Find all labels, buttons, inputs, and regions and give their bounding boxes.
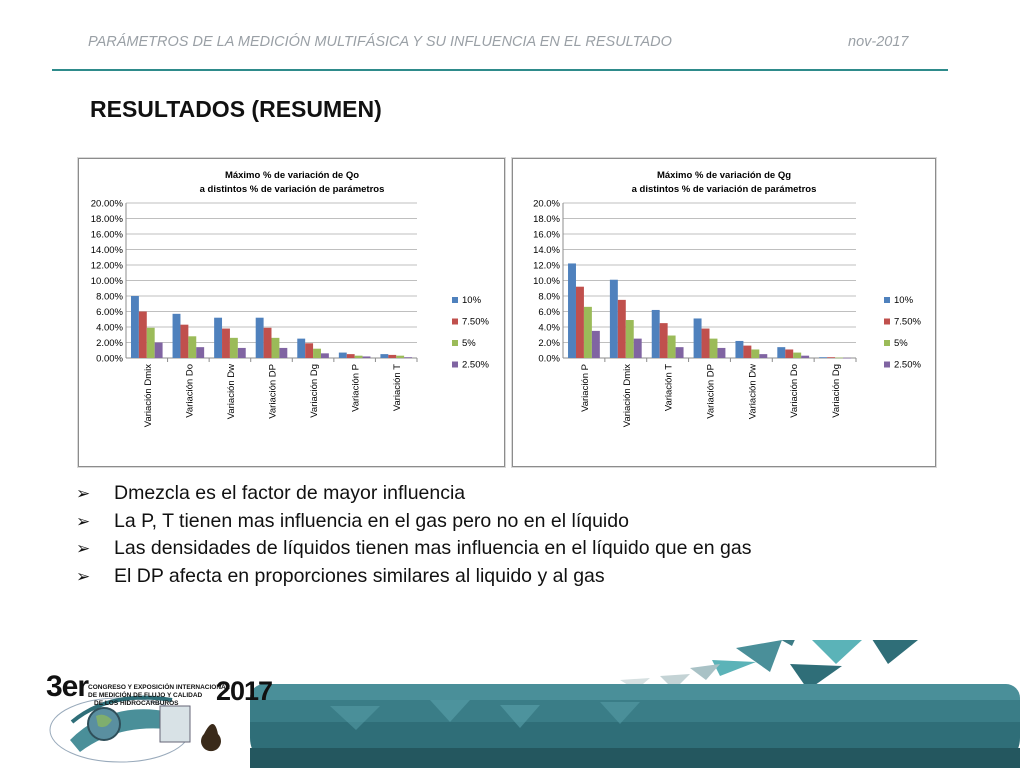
bar <box>230 338 238 358</box>
bar <box>793 353 801 358</box>
chart-qo <box>78 158 505 467</box>
arrow-bullet-icon: ➢ <box>76 511 91 531</box>
y-tick-label: 6.00% <box>96 307 123 318</box>
bar <box>626 320 634 358</box>
bar <box>222 329 230 358</box>
header-divider <box>52 69 948 71</box>
chart-title: Máximo % de variación de Qg <box>656 170 792 181</box>
legend-label: 5% <box>894 338 908 349</box>
bar <box>660 323 668 358</box>
bar <box>785 349 793 358</box>
bar <box>272 338 280 358</box>
bar <box>339 353 347 358</box>
bar <box>576 287 584 358</box>
bar <box>777 347 785 358</box>
bullet-item <box>76 508 751 536</box>
bar <box>131 296 139 358</box>
bar <box>188 336 196 358</box>
y-tick-label: 8.00% <box>96 291 123 303</box>
arrow-bullet-icon: ➢ <box>76 484 91 503</box>
y-tick-label: 16.00% <box>90 229 123 241</box>
y-tick-label: 8.0% <box>538 291 560 303</box>
logo-line1: CONGRESO Y EXPOSICIÓN INTERNACIONAL <box>88 684 230 691</box>
arrow-bullet-icon: ➢ <box>76 566 91 586</box>
x-category-label: Variación Dg <box>309 364 321 418</box>
y-tick-label: 0.0% <box>538 353 560 365</box>
bar <box>652 310 660 358</box>
y-tick-label: 14.0% <box>533 245 560 256</box>
y-tick-label: 18.00% <box>90 214 123 225</box>
y-tick-label: 0.00% <box>96 353 123 365</box>
chart-subtitle: a distintos % de variación de parámetros <box>631 184 817 195</box>
bar <box>147 328 155 358</box>
bar <box>827 357 835 358</box>
bar <box>305 343 313 358</box>
legend-label: 7.50% <box>894 316 921 328</box>
bar <box>196 347 204 358</box>
bullet-text: El DP afecta en proporciones similares al liquido y al gas <box>114 564 605 587</box>
y-tick-label: 2.00% <box>96 338 123 349</box>
legend-swatch <box>452 297 458 303</box>
bullet-text: Dmezcla es el factor de mayor influencia <box>114 482 466 504</box>
bar <box>279 348 287 358</box>
bar <box>751 349 759 358</box>
legend-swatch <box>884 362 890 368</box>
legend-swatch <box>884 340 890 346</box>
bar <box>388 355 396 358</box>
bar <box>618 300 626 358</box>
legend-label: 7.50% <box>462 316 489 328</box>
bar <box>801 356 809 358</box>
x-category-label: Variación Dmix <box>621 364 633 428</box>
bar <box>256 318 264 358</box>
bullet-list <box>76 480 751 590</box>
bar <box>321 353 329 358</box>
y-tick-label: 18.0% <box>533 214 560 225</box>
legend-label: 10% <box>462 295 482 306</box>
bar <box>173 314 181 358</box>
bar <box>592 331 600 358</box>
bar <box>396 356 404 358</box>
y-tick-label: 4.0% <box>538 322 560 334</box>
legend-swatch <box>452 340 458 346</box>
bullet-text: La P, T tienen mas influencia en el gas pero no en el líquido <box>114 509 629 532</box>
bar <box>610 280 618 358</box>
arrow-bullet-icon: ➢ <box>76 539 91 558</box>
logo-line2: DE MEDICIÓN DE FLUJO Y CALIDAD <box>88 692 203 699</box>
y-tick-label: 10.0% <box>533 276 560 287</box>
bar <box>759 354 767 358</box>
chart-qg <box>512 158 936 467</box>
chart-title: Máximo % de variación de Qo <box>224 170 360 181</box>
bar <box>743 346 751 358</box>
chart-qg-svg <box>513 159 935 466</box>
x-category-label: Variación Dw <box>747 364 759 420</box>
header-date: nov-2017 <box>848 34 909 50</box>
logo-year: 2017 <box>216 676 273 706</box>
legend-swatch <box>884 319 890 325</box>
y-tick-label: 12.00% <box>90 260 123 272</box>
x-category-label: Variación P <box>579 364 591 412</box>
slide-title: RESULTADOS (RESUMEN) <box>90 96 382 122</box>
bar <box>710 339 718 358</box>
bar <box>363 356 371 358</box>
bar <box>819 357 827 358</box>
x-category-label: Variación T <box>392 364 404 412</box>
legend-label: 2.50% <box>894 359 921 371</box>
x-category-label: Variación T <box>663 364 675 412</box>
bar <box>380 354 388 358</box>
triangle-pattern-icon <box>620 640 1022 690</box>
bar <box>313 349 321 358</box>
bar <box>568 263 576 358</box>
bar <box>676 347 684 358</box>
x-category-label: Variación Dw <box>225 364 237 420</box>
bar <box>238 348 246 358</box>
legend-label: 2.50% <box>462 359 489 371</box>
x-category-label: Variación P <box>350 364 362 412</box>
bar <box>214 318 222 358</box>
bar <box>843 358 851 359</box>
x-category-label: Variación DP <box>267 364 279 419</box>
chart-qo-svg <box>79 159 504 466</box>
bar <box>835 358 843 359</box>
bar <box>694 318 702 358</box>
bar <box>702 329 710 358</box>
bar <box>297 339 305 358</box>
bar <box>355 356 363 358</box>
bullet-text: Las densidades de líquidos tienen mas influencia en el líquido que en gas <box>114 537 752 559</box>
y-tick-label: 20.0% <box>533 198 560 210</box>
legend-label: 5% <box>462 338 476 349</box>
chart-subtitle: a distintos % de variación de parámetros <box>199 184 385 195</box>
y-tick-label: 20.00% <box>90 198 123 210</box>
bar <box>139 312 147 359</box>
x-category-label: Variación Do <box>184 364 196 418</box>
bar <box>180 325 188 358</box>
bar <box>735 341 743 358</box>
bar <box>634 339 642 358</box>
congress-logo-icon <box>50 698 221 762</box>
y-tick-label: 4.00% <box>96 322 123 334</box>
y-tick-label: 14.00% <box>90 245 123 256</box>
bar <box>668 336 676 358</box>
y-tick-label: 10.00% <box>90 276 123 287</box>
bar <box>717 348 725 358</box>
bullet-item <box>76 563 751 591</box>
bar <box>155 343 163 359</box>
bullet-item <box>76 535 751 563</box>
header-title: PARÁMETROS DE LA MEDICIÓN MULTIFÁSICA Y SU INFLUENCIA EN EL RESULTADO <box>88 34 672 50</box>
logo-line3: DE LOS HIDROCARBUROS <box>94 700 179 707</box>
x-category-label: Variación Dg <box>831 364 843 418</box>
x-category-label: Variación DP <box>705 364 717 419</box>
y-tick-label: 12.0% <box>533 260 560 272</box>
x-category-label: Variación Dmix <box>142 364 154 428</box>
legend-label: 10% <box>894 295 914 306</box>
bullet-item <box>76 480 751 508</box>
legend-swatch <box>452 362 458 368</box>
x-category-label: Variación Do <box>789 364 801 418</box>
bar <box>404 357 412 358</box>
bar <box>584 307 592 358</box>
legend-swatch <box>452 319 458 325</box>
legend-swatch <box>884 297 890 303</box>
y-tick-label: 16.0% <box>533 229 560 241</box>
bar <box>264 328 272 358</box>
y-tick-label: 6.0% <box>538 307 560 318</box>
y-tick-label: 2.0% <box>538 338 560 349</box>
logo-edition: 3er <box>46 670 89 703</box>
bar <box>347 354 355 358</box>
